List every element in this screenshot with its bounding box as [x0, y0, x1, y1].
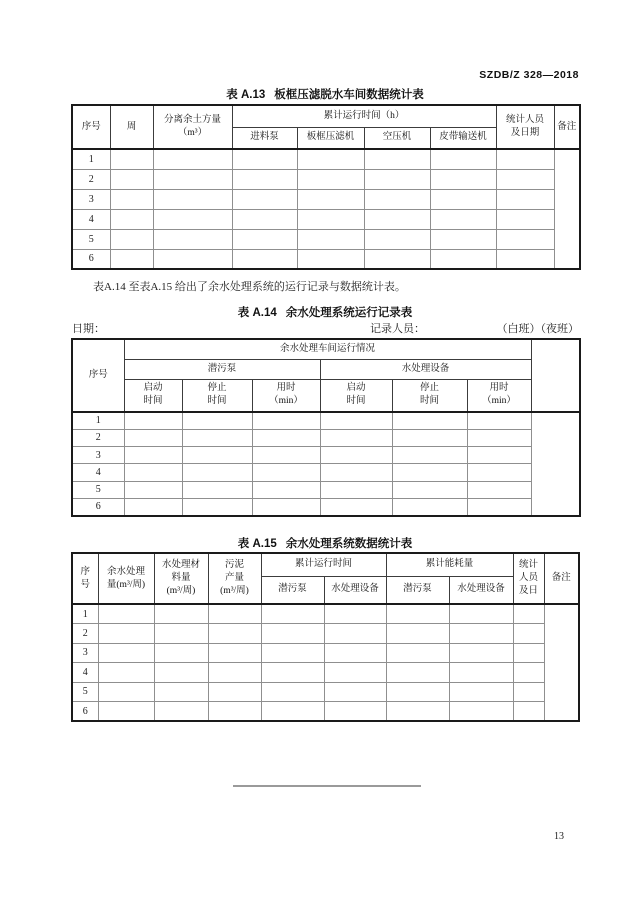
empty-cell	[320, 481, 392, 498]
empty-cell	[449, 604, 513, 624]
a15-sludge-line1: 污泥	[224, 560, 244, 570]
a13-header-staff-line1: 统计人员	[506, 115, 545, 125]
row-number: 6	[72, 249, 110, 269]
a13-header-soil-volume	[153, 105, 232, 149]
empty-cell	[364, 149, 430, 169]
empty-cell	[232, 189, 297, 209]
empty-cell	[392, 429, 467, 446]
a15-header-energy-pump: 潜污泵	[386, 576, 449, 604]
empty-cell	[98, 702, 154, 722]
empty-cell	[261, 624, 324, 644]
row-number: 1	[72, 149, 110, 169]
row-number: 1	[72, 412, 124, 429]
empty-cell	[252, 429, 320, 446]
empty-cell	[154, 604, 208, 624]
empty-cell	[449, 643, 513, 663]
a14-header-equip-group: 水处理设备	[320, 359, 531, 379]
empty-cell	[364, 249, 430, 269]
empty-cell	[449, 663, 513, 683]
empty-cell	[261, 682, 324, 702]
table-a14-title-label: 表 A.14	[237, 307, 277, 319]
empty-cell	[98, 604, 154, 624]
a15-header-runtime-equip: 水处理设备	[324, 576, 386, 604]
table-a15-title	[71, 535, 579, 551]
empty-cell	[430, 209, 496, 229]
row-number: 1	[72, 604, 98, 624]
empty-cell	[153, 169, 232, 189]
a15-header-material-volume	[154, 553, 208, 604]
empty-cell	[513, 682, 544, 702]
a15-material-line2: 料量	[171, 573, 191, 583]
table-row	[72, 229, 580, 249]
empty-cell	[110, 189, 153, 209]
empty-cell	[467, 412, 531, 429]
empty-cell	[208, 663, 261, 683]
empty-cell	[364, 189, 430, 209]
a15-header-energy-equip: 水处理设备	[449, 576, 513, 604]
row-number: 3	[72, 643, 98, 663]
empty-cell	[449, 624, 513, 644]
a13-header-feed-pump: 进料泵	[232, 127, 297, 149]
empty-cell	[98, 643, 154, 663]
a15-seq-line1: 序	[80, 566, 90, 577]
row-number: 3	[72, 189, 110, 209]
empty-cell	[513, 702, 544, 722]
a14-header-pump-group: 潜污泵	[124, 359, 320, 379]
a14-recorder-label: 记录人员：	[370, 323, 425, 335]
empty-cell	[392, 481, 467, 498]
empty-cell	[364, 169, 430, 189]
empty-cell	[392, 498, 467, 515]
row-number: 2	[72, 429, 124, 446]
empty-cell	[252, 498, 320, 515]
a14-stop-line1: 停止	[207, 383, 227, 394]
a13-remarks-merged-cell	[554, 149, 580, 269]
a14-header-situation-group: 余水处理车间运行情况	[124, 339, 531, 359]
row-number: 4	[72, 464, 124, 481]
empty-cell	[124, 481, 182, 498]
empty-cell	[252, 481, 320, 498]
intro-paragraph: 表A.14 至表A.15 给出了余水处理系统的运行记录与数据统计表。	[93, 281, 406, 293]
a15-remarks-merged-cell	[544, 604, 579, 721]
table-a13-title-name: 板框压滤脱水车间数据统计表	[274, 89, 424, 101]
table-row	[72, 624, 579, 644]
a14-duration-line1: 用时	[276, 383, 296, 394]
a13-header-week: 周	[110, 105, 153, 149]
a14-start-line2: 时间	[143, 396, 163, 407]
empty-cell	[261, 604, 324, 624]
a15-sludge-line2: 产量	[224, 573, 244, 583]
table-row	[72, 209, 580, 229]
empty-cell	[110, 149, 153, 169]
empty-cell	[261, 702, 324, 722]
empty-cell	[496, 229, 554, 249]
a14-start-line1: 启动	[143, 383, 163, 394]
empty-cell	[430, 229, 496, 249]
a14-header-pump-start	[124, 379, 182, 412]
empty-cell	[320, 412, 392, 429]
empty-cell	[467, 498, 531, 515]
standard-number: SZDB/Z 328—2018	[479, 69, 579, 81]
empty-cell	[261, 643, 324, 663]
table-row	[72, 643, 579, 663]
a15-header-seq	[72, 553, 98, 604]
empty-cell	[297, 209, 364, 229]
empty-cell	[98, 663, 154, 683]
table-row	[72, 481, 580, 498]
empty-cell	[467, 447, 531, 464]
empty-cell	[124, 498, 182, 515]
row-number: 5	[72, 229, 110, 249]
a14-header-pump-stop	[182, 379, 252, 412]
empty-cell	[297, 189, 364, 209]
row-number: 3	[72, 447, 124, 464]
a15-water-line2: 量(m³/周)	[106, 579, 146, 590]
empty-cell	[324, 604, 386, 624]
table-a15-title-name: 余水处理系统数据统计表	[285, 538, 413, 550]
empty-cell	[153, 249, 232, 269]
table-row	[72, 682, 579, 702]
table-row	[72, 412, 580, 429]
table-row	[72, 189, 580, 209]
empty-cell	[392, 464, 467, 481]
a13-header-soil-line2: （m³）	[177, 128, 208, 138]
empty-cell	[208, 624, 261, 644]
empty-cell	[98, 682, 154, 702]
a13-header-seq: 序号	[72, 105, 110, 149]
empty-cell	[182, 429, 252, 446]
empty-cell	[392, 447, 467, 464]
a14-blank-merged-cell	[531, 412, 580, 516]
table-row	[72, 429, 580, 446]
empty-cell	[154, 624, 208, 644]
a14-date-label: 日期：	[72, 323, 105, 335]
empty-cell	[124, 464, 182, 481]
a13-header-staff	[496, 105, 554, 149]
empty-cell	[153, 149, 232, 169]
table-a14	[71, 338, 581, 517]
empty-cell	[154, 702, 208, 722]
empty-cell	[513, 604, 544, 624]
empty-cell	[496, 249, 554, 269]
a14-duration-line1: 用时	[489, 383, 509, 394]
empty-cell	[124, 429, 182, 446]
a14-stop-line2: 时间	[419, 396, 439, 407]
table-a13-title-label: 表 A.13	[226, 89, 266, 101]
empty-cell	[449, 702, 513, 722]
empty-cell	[496, 169, 554, 189]
empty-cell	[320, 498, 392, 515]
row-number: 4	[72, 209, 110, 229]
empty-cell	[364, 209, 430, 229]
a13-header-soil-line1: 分离余土方量	[163, 115, 221, 125]
empty-cell	[320, 447, 392, 464]
a14-header-equip-stop	[392, 379, 467, 412]
empty-cell	[320, 429, 392, 446]
a15-header-energy-group: 累计能耗量	[386, 553, 513, 576]
empty-cell	[208, 682, 261, 702]
table-row	[72, 149, 580, 169]
empty-cell	[124, 412, 182, 429]
table-a15-title-label: 表 A.15	[237, 538, 277, 550]
empty-cell	[467, 464, 531, 481]
empty-cell	[324, 682, 386, 702]
empty-cell	[110, 209, 153, 229]
footer-rule	[233, 785, 421, 787]
empty-cell	[324, 643, 386, 663]
a13-header-runtime-group: 累计运行时间（h）	[232, 105, 496, 127]
empty-cell	[182, 498, 252, 515]
empty-cell	[430, 249, 496, 269]
row-number: 5	[72, 682, 98, 702]
table-row	[72, 663, 579, 683]
empty-cell	[496, 149, 554, 169]
empty-cell	[182, 481, 252, 498]
a13-header-belt-conveyor: 皮带输送机	[430, 127, 496, 149]
empty-cell	[467, 429, 531, 446]
a15-header-staff	[513, 553, 544, 604]
empty-cell	[252, 447, 320, 464]
a14-stop-line1: 停止	[419, 383, 439, 394]
table-row	[72, 464, 580, 481]
a15-material-line1: 水处理材	[161, 560, 200, 570]
a14-header-blank-column	[531, 339, 580, 412]
table-a13	[71, 104, 581, 270]
empty-cell	[320, 464, 392, 481]
a14-header-equip-duration	[467, 379, 531, 412]
empty-cell	[324, 663, 386, 683]
empty-cell	[110, 169, 153, 189]
a14-duration-line2: （min）	[269, 396, 303, 407]
a15-header-runtime-group: 累计运行时间	[261, 553, 386, 576]
empty-cell	[449, 682, 513, 702]
empty-cell	[430, 189, 496, 209]
table-row	[72, 498, 580, 515]
a14-duration-line2: （min）	[482, 396, 516, 407]
empty-cell	[252, 464, 320, 481]
empty-cell	[232, 169, 297, 189]
empty-cell	[182, 464, 252, 481]
empty-cell	[261, 663, 324, 683]
empty-cell	[154, 682, 208, 702]
empty-cell	[467, 481, 531, 498]
empty-cell	[232, 209, 297, 229]
empty-cell	[364, 229, 430, 249]
empty-cell	[324, 702, 386, 722]
a13-header-filter-press: 板框压滤机	[297, 127, 364, 149]
row-number: 2	[72, 624, 98, 644]
a14-shift-label: （白班）（夜班）	[496, 323, 579, 335]
empty-cell	[232, 249, 297, 269]
empty-cell	[430, 149, 496, 169]
table-row	[72, 604, 579, 624]
table-a15	[71, 552, 580, 722]
a15-material-line3: (m³/周)	[166, 586, 196, 596]
a15-header-runtime-pump: 潜污泵	[261, 576, 324, 604]
empty-cell	[153, 189, 232, 209]
a15-header-remarks: 备注	[544, 553, 579, 604]
empty-cell	[232, 229, 297, 249]
empty-cell	[98, 624, 154, 644]
row-number: 4	[72, 663, 98, 683]
a14-stop-line2: 时间	[207, 396, 227, 407]
empty-cell	[386, 604, 449, 624]
a14-start-line1: 启动	[346, 383, 366, 394]
empty-cell	[153, 229, 232, 249]
a15-header-water-volume	[98, 553, 154, 604]
empty-cell	[297, 229, 364, 249]
table-row	[72, 702, 579, 722]
empty-cell	[182, 412, 252, 429]
a15-staff-line1: 统计	[519, 560, 539, 570]
table-row	[72, 249, 580, 269]
empty-cell	[154, 643, 208, 663]
empty-cell	[386, 624, 449, 644]
a15-header-sludge-output	[208, 553, 261, 604]
empty-cell	[392, 412, 467, 429]
empty-cell	[386, 682, 449, 702]
empty-cell	[153, 209, 232, 229]
empty-cell	[110, 229, 153, 249]
row-number: 6	[72, 498, 124, 515]
empty-cell	[513, 624, 544, 644]
table-a13-title	[71, 86, 579, 102]
empty-cell	[154, 663, 208, 683]
empty-cell	[324, 624, 386, 644]
row-number: 2	[72, 169, 110, 189]
a13-header-remarks: 备注	[554, 105, 580, 149]
page-number: 13	[554, 831, 564, 842]
a15-staff-line3: 及日	[519, 586, 539, 596]
a14-header-seq: 序号	[72, 339, 124, 412]
table-row	[72, 169, 580, 189]
a13-header-staff-line2: 及日期	[510, 128, 540, 138]
empty-cell	[386, 643, 449, 663]
empty-cell	[496, 209, 554, 229]
table-a14-title	[71, 304, 579, 320]
empty-cell	[182, 447, 252, 464]
empty-cell	[252, 412, 320, 429]
table-row	[72, 447, 580, 464]
empty-cell	[208, 702, 261, 722]
empty-cell	[430, 169, 496, 189]
empty-cell	[232, 149, 297, 169]
a15-sludge-line3: (m³/周)	[220, 586, 249, 596]
a15-staff-line2: 人员	[519, 573, 539, 583]
a13-header-air-compressor: 空压机	[364, 127, 430, 149]
a15-water-line1: 余水处理	[106, 566, 145, 577]
empty-cell	[297, 149, 364, 169]
empty-cell	[208, 604, 261, 624]
empty-cell	[297, 169, 364, 189]
a14-dateline	[71, 320, 579, 335]
empty-cell	[513, 643, 544, 663]
empty-cell	[208, 643, 261, 663]
empty-cell	[124, 447, 182, 464]
a14-header-pump-duration	[252, 379, 320, 412]
row-number: 6	[72, 702, 98, 722]
empty-cell	[110, 249, 153, 269]
row-number: 5	[72, 481, 124, 498]
table-a14-title-name: 余水处理系统运行记录表	[285, 307, 413, 319]
empty-cell	[496, 189, 554, 209]
empty-cell	[513, 663, 544, 683]
empty-cell	[386, 663, 449, 683]
a15-seq-line2: 号	[80, 579, 90, 590]
empty-cell	[386, 702, 449, 722]
a14-start-line2: 时间	[346, 396, 366, 407]
empty-cell	[297, 249, 364, 269]
a14-header-equip-start	[320, 379, 392, 412]
